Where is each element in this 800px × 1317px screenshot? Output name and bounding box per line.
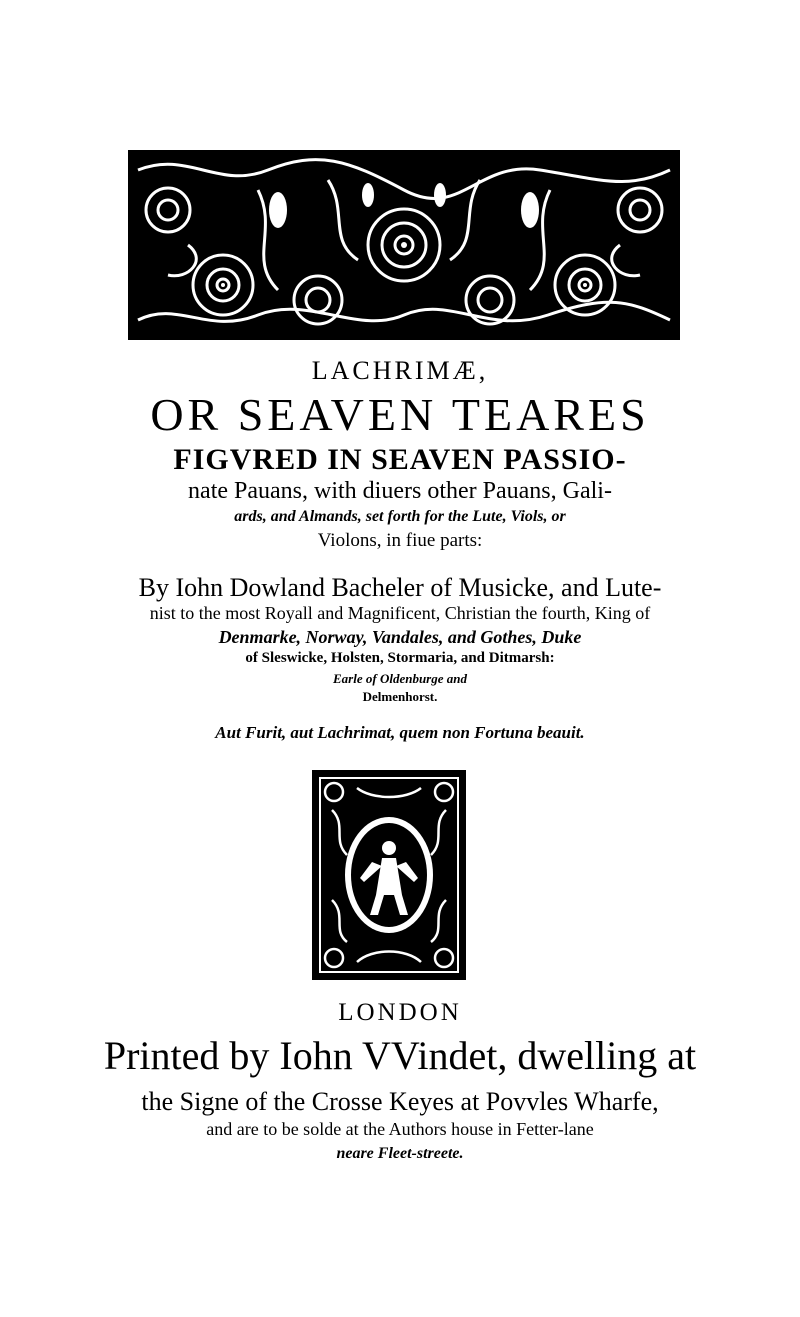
- dedication-line-1: nist to the most Royall and Magnificent, Christian the fourth, King of: [149, 603, 651, 623]
- headpiece-ornament: [128, 150, 680, 340]
- title-figvred-line: FIGVRED IN SEAVEN PASSIO-: [173, 443, 627, 476]
- printers-device: [312, 770, 466, 980]
- dedication-line-4: Earle of Oldenburge and: [333, 671, 467, 686]
- imprint-folde-line: and are to be solde at the Authors house in Fetter-lane: [206, 1119, 594, 1139]
- title-lachrimae: LACHRIMÆ,: [311, 356, 489, 385]
- title-ards-line: ards, and Almands, set forth for the Lute, Viols, or: [234, 508, 566, 525]
- imprint-fleet-line: neare Fleet-streete.: [336, 1145, 464, 1162]
- dedication-line-3: of Sleswicke, Holsten, Stormaria, and Ditmarsh:: [245, 650, 555, 666]
- dedication-line-2: Denmarke, Norway, Vandales, and Gothes, Duke: [218, 627, 582, 647]
- title-nate-line: nate Pauans, with diuers other Pauans, Gali-: [188, 478, 612, 504]
- imprint-signe-line: the Signe of the Crosse Keyes at Povvles Wharfe,: [141, 1087, 659, 1116]
- dedication-line-5: Delmenhorst.: [362, 689, 438, 704]
- author-line: By Iohn Dowland Bacheler of Musicke, and Lute-: [138, 573, 662, 602]
- title-main-line: OR SEAVEN TEARES: [150, 389, 650, 440]
- imprint-london: LONDON: [338, 999, 462, 1026]
- title-violons-line: Violons, in fiue parts:: [317, 530, 483, 551]
- latin-motto: Aut Furit, aut Lachrimat, quem non Fortuna beauit.: [215, 723, 585, 742]
- imprint-printed-line: Printed by Iohn VVindet, dwelling at: [103, 1033, 697, 1078]
